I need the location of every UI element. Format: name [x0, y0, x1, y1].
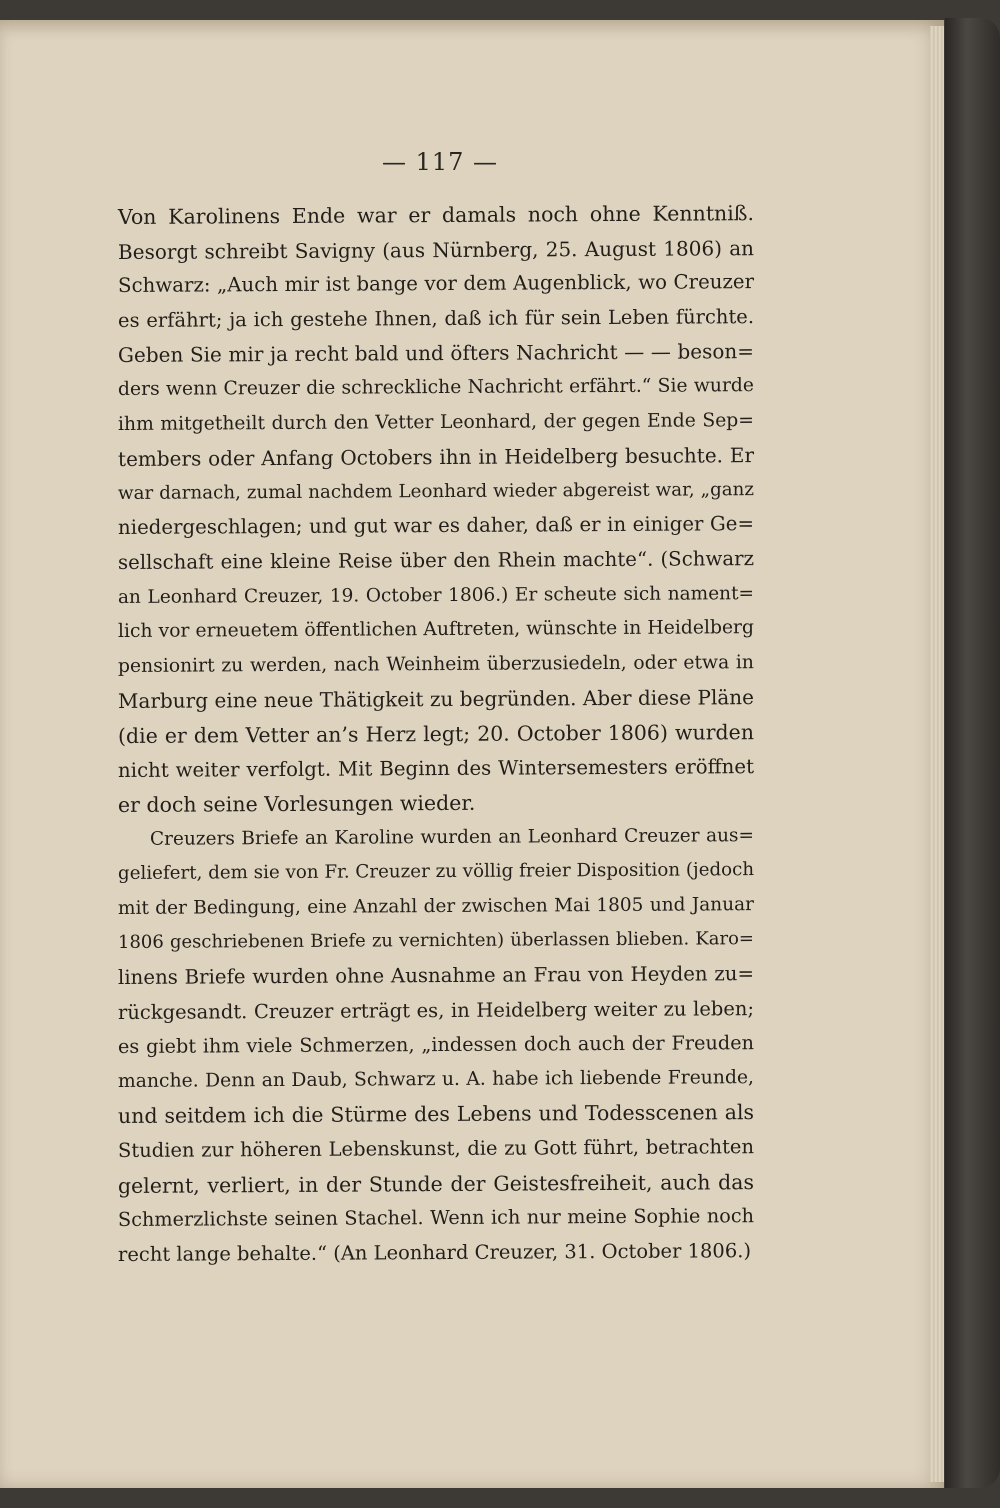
text-line: tembers oder Anfang Octobers ihn in Heidelberg besuchte. Er [117, 443, 755, 472]
text-line: an Leonhard Creuzer, 19. October 1806.) Er scheute sich nament= [117, 582, 755, 608]
text-line: Geben Sie mir ja recht bald und öfters Nachricht — — beson= [117, 339, 755, 368]
paragraph-1 [118, 200, 754, 823]
text-line: nicht weiter verfolgt. Mit Beginn des Wintersemesters eröffnet [117, 754, 755, 782]
text-line: manche. Denn an Daub, Schwarz u. A. habe ich liebende Freunde, [117, 1066, 755, 1092]
text-line: recht lange behalte.“ (An Leonhard Creuzer, 31. October 1806.) [117, 1238, 752, 1266]
text-line: und seitdem ich die Stürme des Lebens und Todesscenen als [117, 1100, 755, 1129]
book-binding [945, 18, 1000, 1488]
text-line: mit der Bedingung, eine Anzahl der zwischen Mai 1805 und Januar [117, 893, 755, 919]
text-line: rückgesandt. Creuzer erträgt es, in Heidelberg weiter zu leben; [117, 996, 755, 1024]
text-line: lich vor erneuetem öffentlichen Auftreten, wünschte in Heidelberg [117, 617, 755, 643]
text-line: ihm mitgetheilt durch den Vetter Leonhard, der gegen Ende Sep= [117, 409, 755, 435]
page-number: — 117 — [381, 148, 499, 176]
text-line: niedergeschlagen; und gut war es daher, daß er in einiger Ge= [117, 512, 755, 540]
text-line: pensionirt zu werden, nach Weinheim überzusiedeln, oder etwa in [117, 651, 755, 677]
text-line: Studien zur höheren Lebenskunst, die zu Gott führt, betrachten [117, 1135, 755, 1163]
text-line: er doch seine Vorlesungen wieder. [117, 790, 476, 818]
text-line: sellschaft eine kleine Reise über den Rhein machte“. (Schwarz [117, 547, 755, 574]
text-line: Schmerzlichste seinen Stachel. Wenn ich nur meine Sophie noch [117, 1204, 755, 1232]
text-line: Marburg eine neue Thätigkeit zu begründen. Aber diese Pläne [117, 685, 755, 714]
text-line: es erfährt; ja ich gestehe Ihnen, daß ich für sein Leben fürchte. [117, 304, 755, 332]
body-text [118, 200, 754, 1272]
text-line: war darnach, zumal nachdem Leonhard wieder abgereist war, „ganz [117, 478, 755, 504]
text-line: ders wenn Creuzer die schreckliche Nachricht erfährt.“ Sie wurde [117, 375, 755, 400]
text-line: gelernt, verliert, in der Stunde der Geistesfreiheit, auch das [117, 1169, 755, 1198]
text-line: (die er dem Vetter an’s Herz legt; 20. October 1806) wurden [117, 720, 755, 748]
paragraph-2 [118, 823, 754, 1273]
text-line: linens Briefe wurden ohne Ausnahme an Frau von Heyden zu= [117, 962, 755, 990]
text-line: Besorgt schreibt Savigny (aus Nürnberg, 25. August 1806) an [117, 235, 755, 264]
text-line: Von Karolinens Ende war er damals noch ohne Kenntniß. [117, 201, 755, 229]
text-line: es giebt ihm viele Schmerzen, „indessen doch auch der Freuden [117, 1031, 755, 1059]
text-line: geliefert, dem sie von Fr. Creuzer zu völlig freier Disposition (jedoch [117, 859, 755, 885]
text-line: Schwarz: „Auch mir ist bange vor dem Augenblick, wo Creuzer [117, 270, 755, 298]
page-edge [930, 26, 944, 1482]
text-line: 1806 geschriebenen Briefe zu vernichten) überlassen blieben. Karo= [117, 928, 755, 954]
text-line: Creuzers Briefe an Karoline wurden an Leonhard Creuzer aus= [149, 824, 755, 850]
